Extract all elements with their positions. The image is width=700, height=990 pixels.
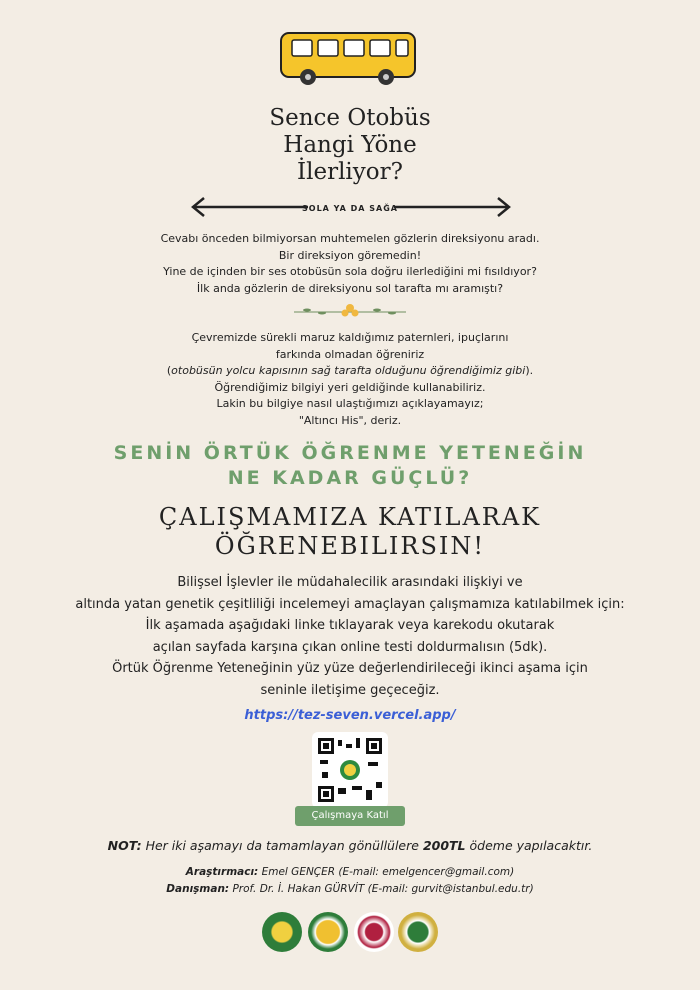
text-line: Cevabı önceden bilmiyorsan muhtemelen gözlerin direksiyonu aradı. [160,232,540,245]
text-line [0,363,700,380]
qr-code-icon [318,738,382,802]
headline [0,105,700,186]
text-line: İlk aşamada aşağıdaki linke tıklayarak veya karekodu okutarak [145,618,555,633]
headline-line: Sence Otobüs [269,105,431,131]
headline-line: Hangi Yöne [283,132,417,158]
explanation-paragraph [0,330,700,429]
text-line: Lakin bu bilgiye nasıl ulaştığımızı açıklayamayız; [216,397,484,410]
text-line: İlk anda gözlerin de direksiyonu sol tarafta mı aramıştı? [196,281,504,295]
researcher-text: Emel GENÇER (E-mail: emelgencer@gmail.com) [258,866,515,878]
bus-illustration [278,30,418,90]
heading-line: NE KADAR GÜÇLÜ? [227,467,473,489]
contacts [0,864,700,898]
text-line: Örtük Öğrenme Yeteneğinin yüz yüze değerlendirileceği ikinci aşama için [112,661,588,676]
note-text: ödeme yapılacaktır. [465,838,593,853]
heading-line: ÇALIŞMAMIZA KATILARAK [158,503,542,531]
question-heading [0,441,700,491]
heading-line: ÖĞRENEBILIRSIN! [214,532,486,560]
text-line: "Altıncı His", deriz. [298,413,402,427]
text-line: altında yatan genetik çeşitliliği incelemeyi amaçlayan çalışmamıza katılabilmek için: [75,596,625,612]
text-line: Bilişsel İşlevler ile müdahalecilik arasındaki ilişkiyi ve [177,575,523,590]
subtitle: SOLA YA DA SAĞA [302,204,398,213]
floral-divider-icon [292,300,408,320]
advisor-line [0,881,700,898]
text-line: seninle iletişime geçeceğiz. [260,682,440,698]
text-line: açılan sayfada karşına çıkan online testi doldurmalısın (5dk). [152,639,548,655]
institute-logo [398,912,438,952]
text-line: Bir direksiyon göremedin! [278,248,422,262]
advisor-text: Prof. Dr. İ. Hakan GÜRVİT (E-mail: gurvit@istanbul.edu.tr) [229,883,534,895]
join-study-button[interactable]: Çalışmaya Katıl [295,806,405,826]
text-line: Çevremizde sürekli maruz kaldığımız paternleri, ipuçlarını [191,331,509,344]
researcher-line [0,864,700,881]
researcher-label: Araştırmacı: [185,866,259,878]
text-line: farkında olmadan öğreniriz [275,347,425,361]
headline-line: İlerliyor? [297,159,403,185]
payment-note [0,838,700,853]
study-link[interactable]: https://tez-seven.vercel.app/ [244,708,456,723]
intro-paragraph [0,231,700,297]
text-line: Öğrendiğimiz bilgiyi yeri geldiğinde kullanabiliriz. [214,380,486,394]
note-text: Her iki aşamayı da tamamlayan gönüllülere [141,838,423,853]
advisor-label: Danışman: [166,883,230,895]
italic-text: otobüsün yolcu kapısının sağ tarafta olduğunu öğrendiğimiz gibi [171,364,526,377]
study-paragraph [0,572,700,701]
heading-line: SENİN ÖRTÜK ÖĞRENME YETENEĞİN [113,442,587,464]
university-logo [262,912,302,952]
note-label: NOT: [107,838,142,853]
qr-code[interactable] [312,732,388,808]
text: ). [525,364,534,377]
text-line: Yine de içinden bir ses otobüsün sola doğru ilerlediğini mi fısıldıyor? [163,265,537,278]
text: ( [166,364,172,377]
medical-faculty-logo [354,912,394,952]
cta-heading [0,503,700,561]
faculty-logo [308,912,348,952]
note-amount: 200TL [422,838,466,853]
